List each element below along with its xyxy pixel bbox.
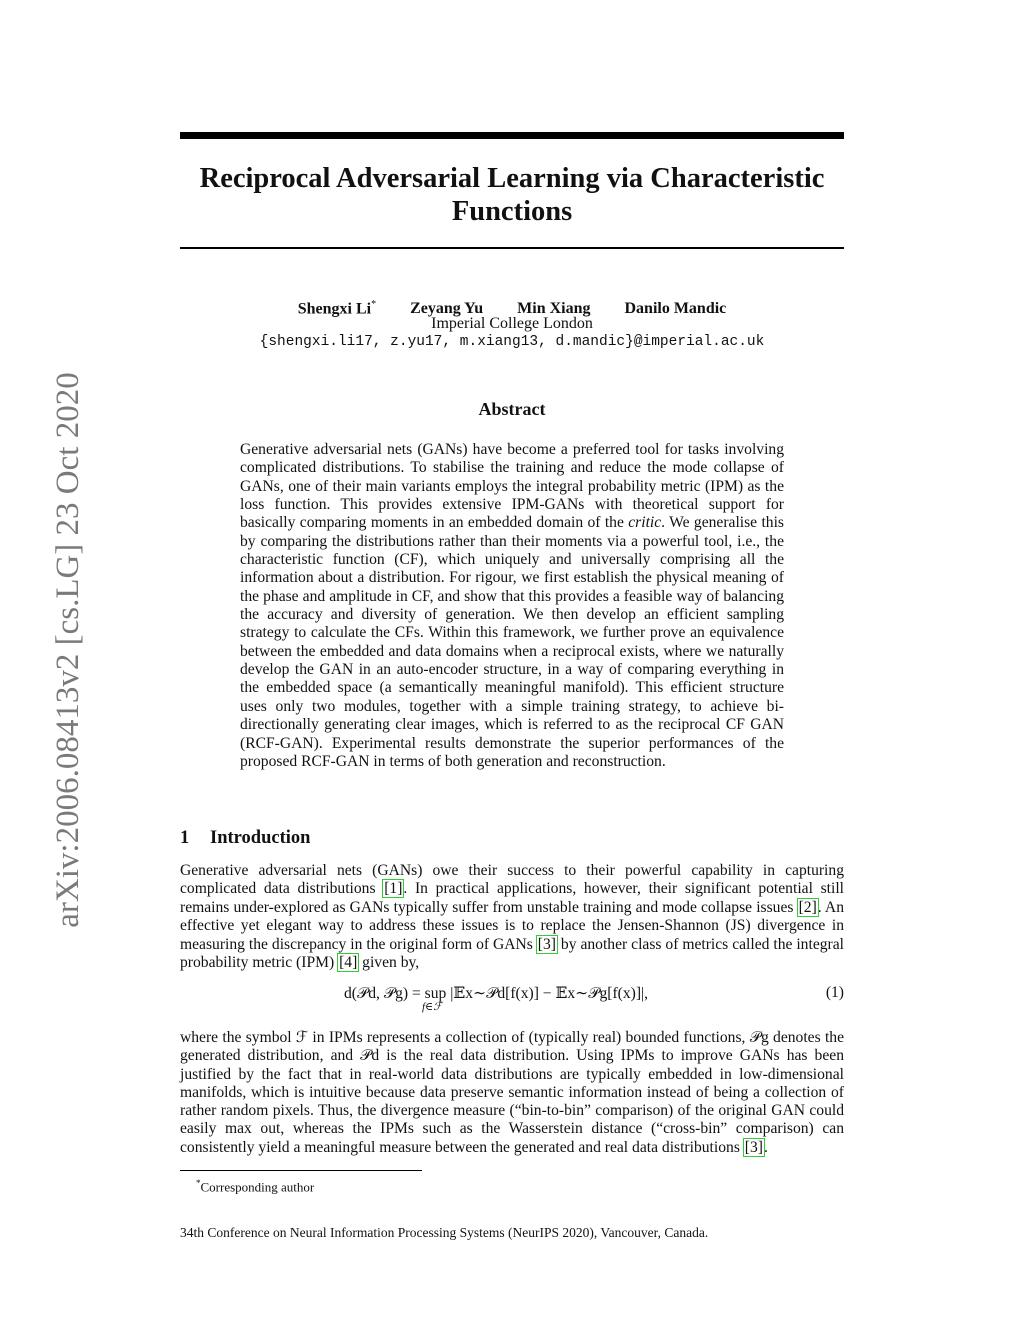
- section-number: 1: [180, 828, 190, 848]
- title-bottom-rule: [180, 247, 844, 249]
- citation-link[interactable]: [1]: [384, 880, 403, 898]
- section-heading: [180, 827, 310, 849]
- citation-link[interactable]: [4]: [339, 954, 358, 972]
- equation-number: (1): [825, 984, 844, 1001]
- author: Danilo Mandic: [624, 300, 727, 318]
- section-title: Introduction: [210, 828, 311, 848]
- intro-paragraph: Generative adversarial nets (GANs) owe their success to their powerful capability in capturing complicated data distributions [1]. In practical applications, however, their significant potential still remains under-explored as GANs typically suffer from unstable training and mode collapse issues [2]. An effective yet elegant way to address these issues is to replace the Jensen-Shannon (JS) divergence in measuring the discrepancy in the original form of GANs [3] by another class of metrics called the integral probability metric (IPM) [4] given by,: [180, 862, 844, 972]
- citation-link[interactable]: [3]: [537, 935, 556, 953]
- arxiv-identifier: arXiv:2006.08413v2 [cs.LG] 23 Oct 2020: [50, 372, 86, 928]
- title-top-rule: [180, 132, 844, 139]
- intro-paragraph: where the symbol ℱ in IPMs represents a collection of (typically real) bounded functions, 𝒫g denotes the generated distribution, and 𝒫d is the real data distribution. Using IPMs to improve GANs has been justified by the fact that in real-world data distributions are typically embedded in low-dimensional manifolds, which is intuitive because data preserve semantic information instead of being a collection of rather random pixels. Thus, the divergence measure (“bin-to-bin” comparison) of the original GAN could easily max out, whereas the IPMs such as the Wasserstein distance (“cross-bin” comparison) can consistently yield a meaningful measure between the generated and real data distributions [3].: [180, 1029, 844, 1156]
- footnote-rule: [180, 1170, 422, 1171]
- author: Shengxi Li*: [297, 299, 377, 318]
- venue-note: 34th Conference on Neural Information Processing Systems (NeurIPS 2020), Vancouver, Canada.: [180, 1225, 709, 1240]
- citation-link[interactable]: [2]: [798, 898, 817, 916]
- equation-body: d(𝒫d, 𝒫g) = sup |𝔼x∼𝒫d[f(x)] − 𝔼x∼𝒫g[f(x)]|,: [344, 985, 649, 1002]
- author-emails: {shengxi.li17, z.yu17, m.xiang13, d.mandic}@imperial.ac.uk: [259, 334, 765, 350]
- author: Min Xiang: [517, 300, 591, 318]
- equation-ipm: [180, 984, 844, 1018]
- equation-subscript: f∈ℱ: [422, 1001, 442, 1013]
- abstract-italic-term: critic: [628, 514, 662, 532]
- footnote: *Corresponding author: [196, 1178, 315, 1195]
- citation-link[interactable]: [3]: [744, 1138, 763, 1156]
- abstract-heading: Abstract: [478, 399, 546, 419]
- author: Zeyang Yu: [410, 300, 484, 318]
- abstract-text: Generative adversarial nets (GANs) have become a preferred tool for tasks involving complicated distributions. To stabilise the training and reduce the mode collapse of GANs, one of their main variants employs the integral probability metric (IPM) as the loss function. This provides extensive IPM-GANs with theoretical support for basically comparing moments in an embedded domain of the critic. We generalise this by comparing the distributions rather than their moments via a powerful tool, i.e., the characteristic function (CF), which uniquely and universally comprising all the information about a distribution. For rigour, we first establish the physical meaning of the phase and amplitude in CF, and show that this provides a feasible way of balancing the accuracy and diversity of generation. We then develop an efficient sampling strategy to calculate the CFs. Within this framework, we further prove an equivalence between the embedded and data domains when a reciprocal exists, where we naturally develop the GAN in an auto-encoder structure, in a way of comparing everything in the embedded space (a semantically meaningful manifold). This efficient structure uses only two modules, together with a simple training strategy, to achieve bi-directionally generating clear images, which is referred to as the reciprocal CF GAN (RCF-GAN). Experimental results demonstrate the superior performances of the proposed RCF-GAN in terms of both generation and reconstruction.: [240, 441, 784, 770]
- paper-title: Reciprocal Adversarial Learning via Characteristic Functions: [199, 163, 825, 227]
- affiliation: Imperial College London: [431, 315, 593, 332]
